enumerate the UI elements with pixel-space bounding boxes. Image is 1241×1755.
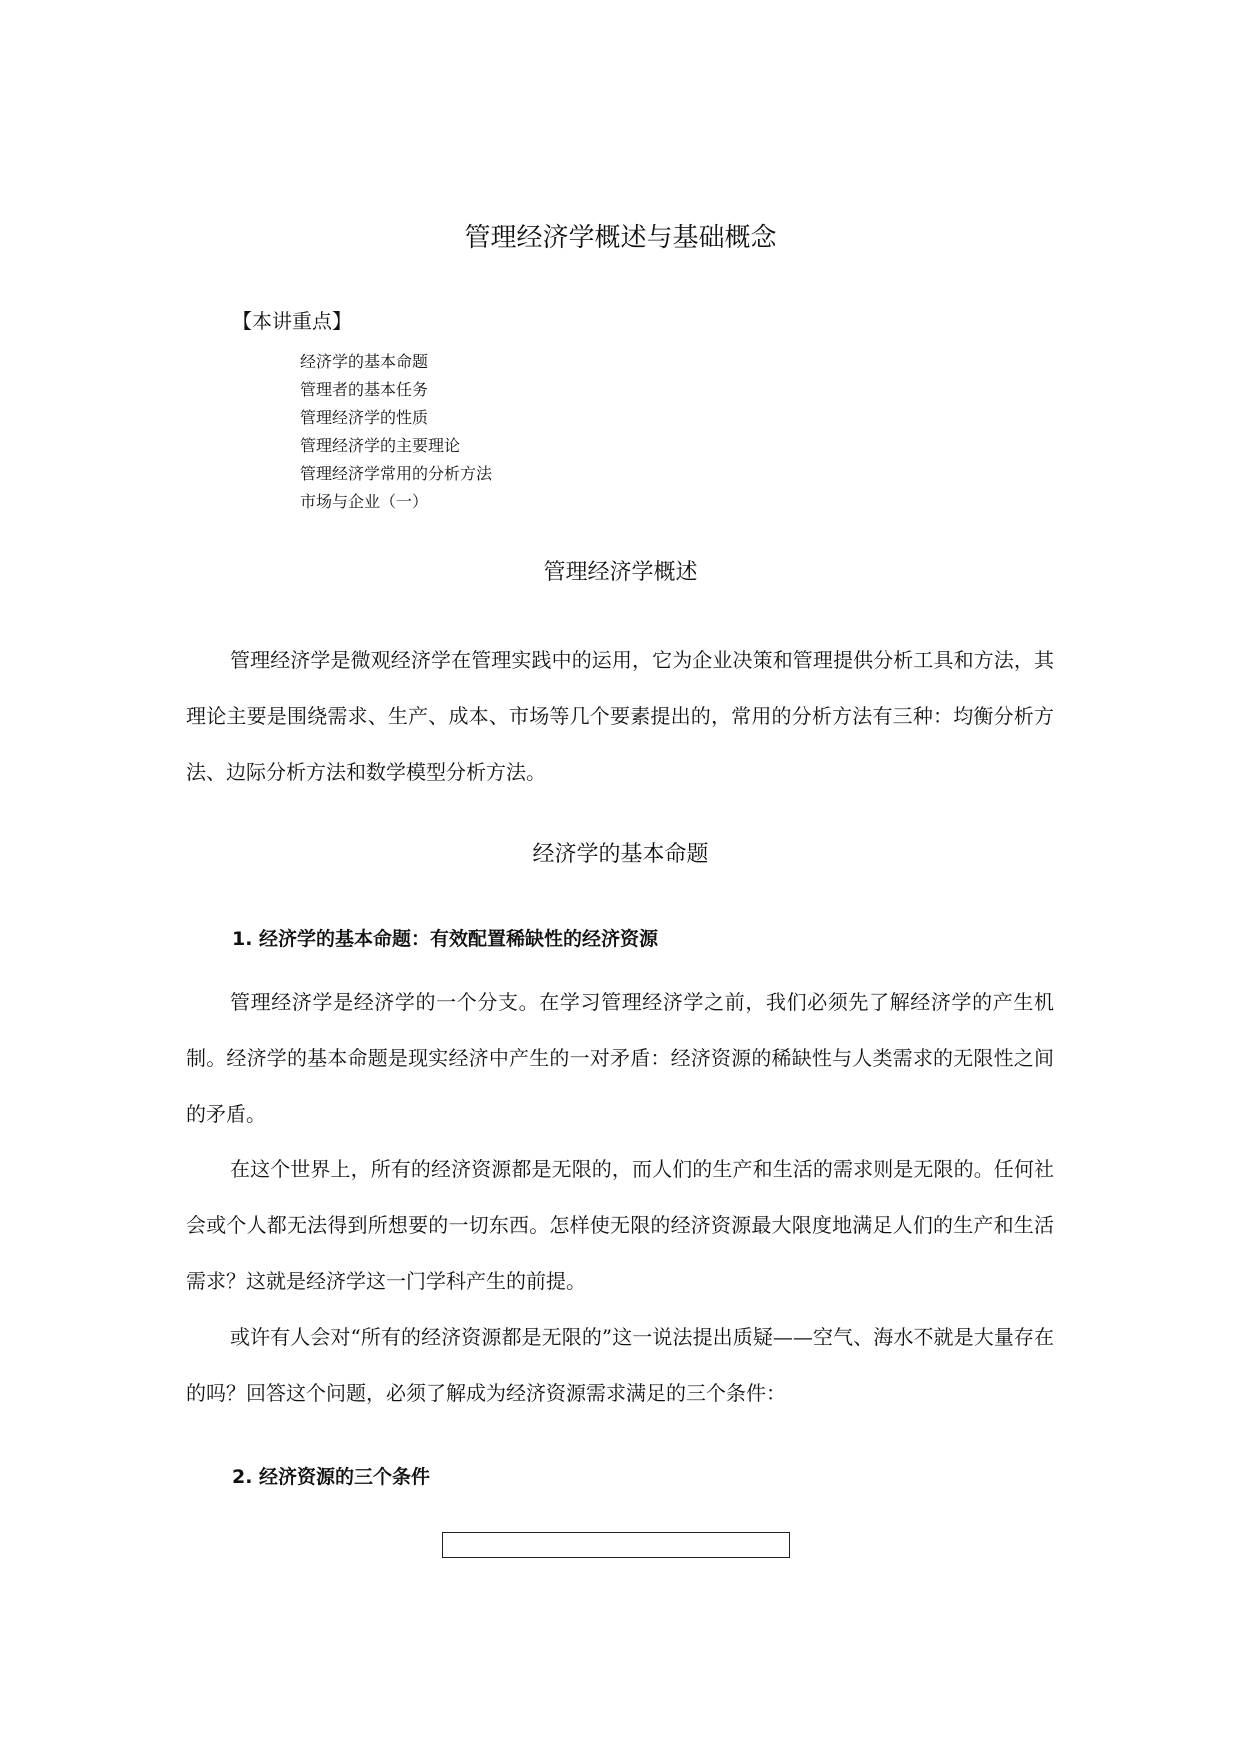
empty-figure-box <box>442 1532 790 1558</box>
document-title: 管理经济学概述与基础概念 <box>464 223 777 253</box>
key-point-item: 管理经济学的性质 <box>300 408 429 427</box>
subheading-three-conditions: 2. 经济资源的三个条件 <box>232 1466 431 1488</box>
proposition-paragraph-2: 在这个世界上，所有的经济资源都是无限的，而人们的生产和生活的需求则是无限的。任何社会或个人都无法得到所想要的一切东西。怎样使无限的经济资源最大限度地满足人们的生产和生活需求？这就是经济学这一门学科产生的前提。 <box>186 1157 1054 1293</box>
key-point-item: 管理经济学常用的分析方法 <box>300 464 493 483</box>
key-point-item: 管理者的基本任务 <box>300 380 429 399</box>
key-point-item: 管理经济学的主要理论 <box>300 436 461 455</box>
proposition-paragraph-3: 或许有人会对“所有的经济资源都是无限的”这一说法提出质疑——空气、海水不就是大量存在的吗？回答这个问题，必须了解成为经济资源需求满足的三个条件： <box>186 1325 1054 1405</box>
proposition-paragraph-1: 管理经济学是经济学的一个分支。在学习管理经济学之前，我们必须先了解经济学的产生机制。经济学的基本命题是现实经济中产生的一对矛盾：经济资源的稀缺性与人类需求的无限性之间的矛盾。 <box>186 990 1054 1126</box>
subheading-basic-proposition: 1. 经济学的基本命题：有效配置稀缺性的经济资源 <box>232 928 659 950</box>
overview-paragraph: 管理经济学是微观经济学在管理实践中的运用，它为企业决策和管理提供分析工具和方法，其理论主要是围绕需求、生产、成本、市场等几个要素提出的，常用的分析方法有三种：均衡分析方法、边际分析方法和数学模型分析方法。 <box>186 648 1054 784</box>
section-heading-propositions: 经济学的基本命题 <box>532 842 709 867</box>
key-point-item: 市场与企业（一） <box>300 492 429 511</box>
key-point-item: 经济学的基本命题 <box>300 352 429 371</box>
section-heading-overview: 管理经济学概述 <box>543 560 698 585</box>
key-points-list <box>300 348 492 516</box>
key-points-heading: 【本讲重点】 <box>232 309 352 333</box>
